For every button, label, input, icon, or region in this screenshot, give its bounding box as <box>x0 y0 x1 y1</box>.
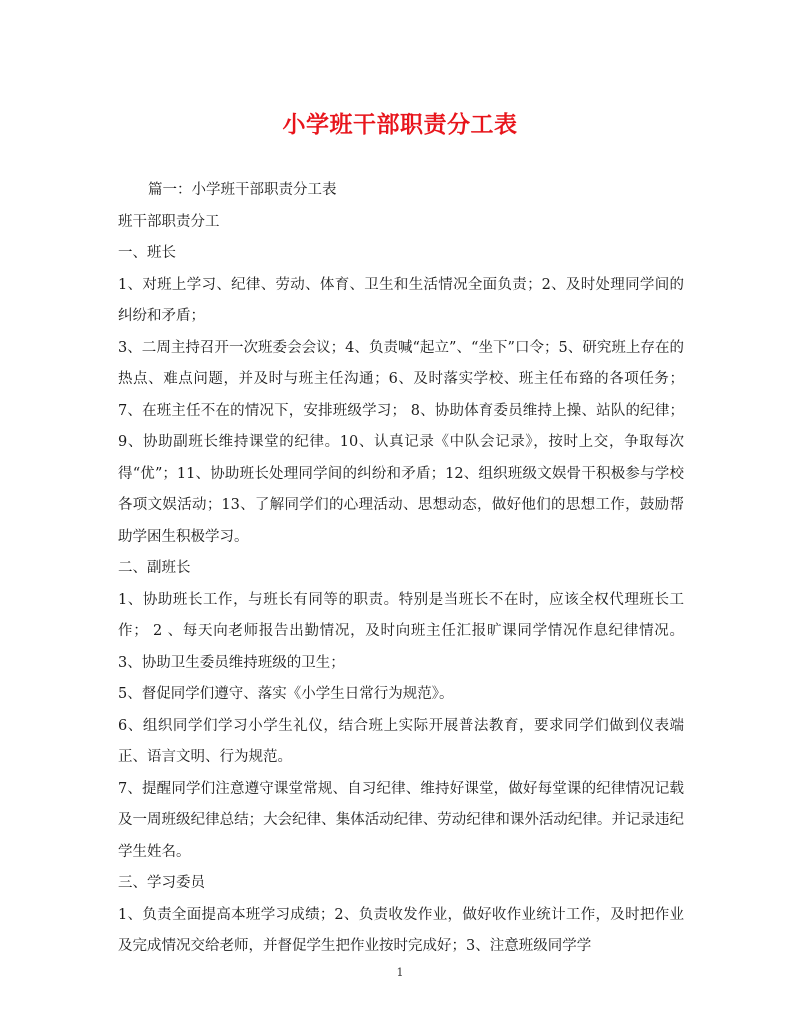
paragraph-monitor-duties-2: 3、二周主持召开一次班委会会议；4、负责喊“起立”、“坐下”口令；5、研究班上存在的热点、难点问题，并及时与班主任沟通；6、及时落实学校、班主任布臵的各项任务； 7、在班主任不在的情况下，安排班级学习； 8、协助体育委员维持上操、站队的纪律； 9、协助副班长维持课堂的纪律。10、认真记录《中队会记录》，按时上交，争取每次得“优”；11、协助班长处理同学间的纠纷和矛盾；12、组织班级文娱骨干积极参与学校各项文娱活动；13、了解同学们的心理活动、思想动态，做好他们的思想工作，鼓励帮助学困生积极学习。 <box>118 339 684 545</box>
section-heading-study-commissioner: 三、学习委员 <box>118 875 205 891</box>
paragraph-vice-monitor-duties-1: 1、协助班长工作，与班长有同等的职责。特别是当班长不在时，应该全权代理班长工作； 2 、每天向老师报告出勤情况，及时向班主任汇报旷课同学情况作息纪律情况。 3、协助卫生委员维持班级的卫生； <box>118 591 684 671</box>
document-body <box>118 175 684 963</box>
paragraph-study-commissioner-duties: 1、负责全面提高本班学习成绩；2、负责收发作业，做好收作业统计工作，及时把作业及完成情况交给老师，并督促学生把作业按时完成好；3、注意班级同学学 <box>118 906 684 954</box>
section-heading-vice-monitor: 二、副班长 <box>118 560 191 576</box>
paragraph-monitor-duties-1: 1、对班上学习、纪律、劳动、体育、卫生和生活情况全面负责；2、及时处理同学间的纠纷和矛盾； <box>118 276 684 324</box>
paragraph-heading: 篇一：小学班干部职责分工表 <box>148 182 337 198</box>
paragraph-vice-monitor-duties-7: 7、提醒同学们注意遵守课堂常规、自习纪律、维持好课堂，做好每堂课的纪律情况记载及一周班级纪律总结；大会纪律、集体活动纪律、劳动纪律和课外活动纪律。并记录违纪学生姓名。 <box>118 780 684 860</box>
document-title: 小学班干部职责分工表 <box>282 111 518 138</box>
paragraph-vice-monitor-duties-6: 6、组织同学们学习小学生礼仪，结合班上实际开展普法教育，要求同学们做到仪表端正、语言文明、行为规范。 <box>118 717 684 765</box>
paragraph-vice-monitor-duties-5: 5、督促同学们遵守、落实《小学生日常行为规范》。 <box>118 686 454 702</box>
section-heading-monitor: 一、班长 <box>118 245 176 261</box>
page-number: 1 <box>396 966 404 979</box>
paragraph-subtitle: 班干部职责分工 <box>118 213 220 230</box>
